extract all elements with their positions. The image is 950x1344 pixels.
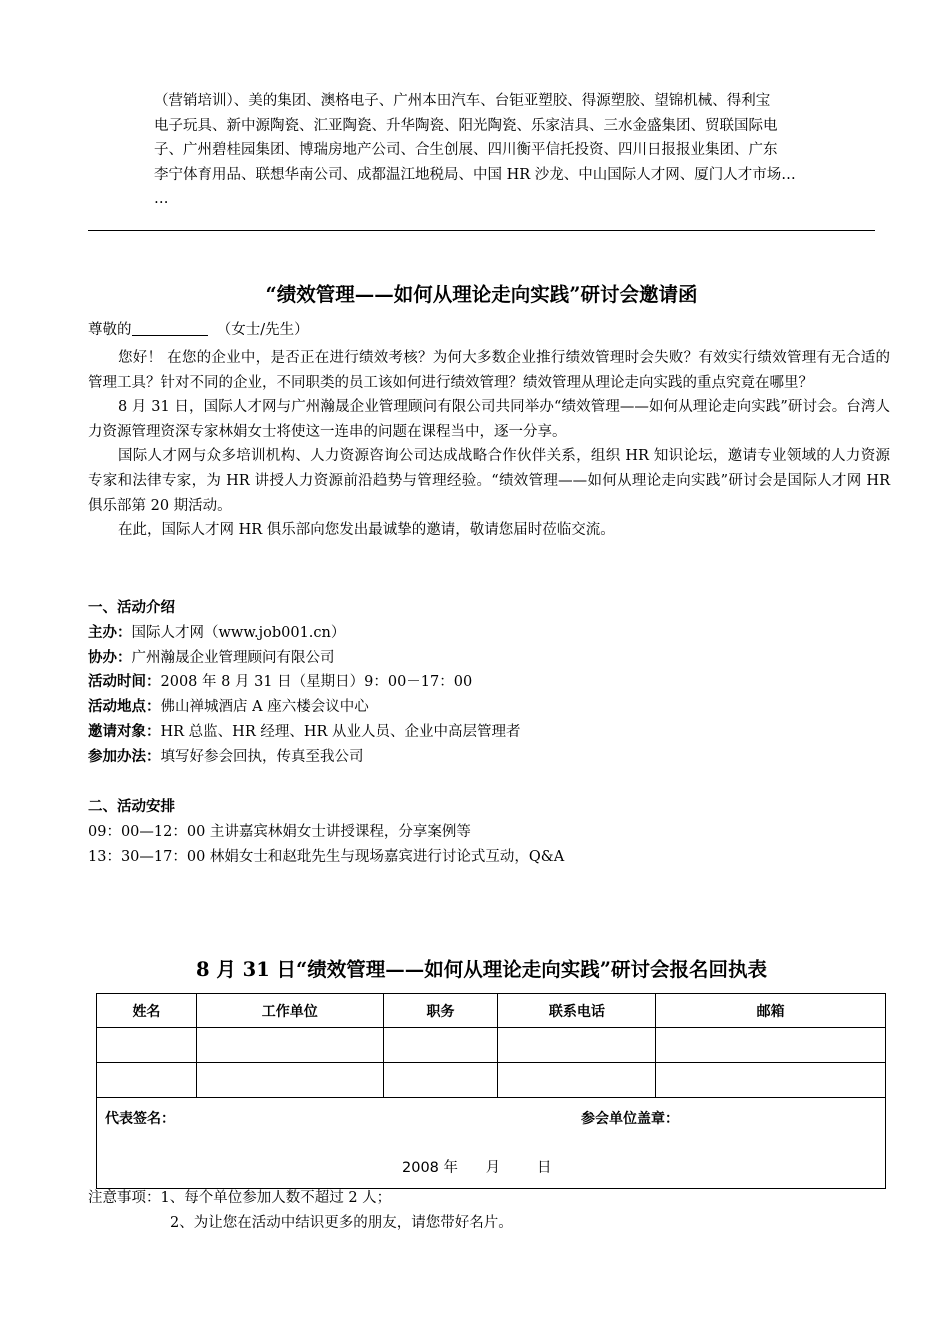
position-cell[interactable] [383,1063,498,1098]
row-value: HR 总监、HR 经理、HR 从业人员、企业中高层管理者 [160,723,521,740]
invitation-title: “绩效管理——如何从理论走向实践”研讨会邀请函 [265,283,698,306]
client-list-line: … [154,191,169,208]
name-cell[interactable] [97,1063,197,1098]
signature-label: 代表签名： [105,1111,175,1127]
table-row [97,1063,886,1098]
row-label: 邀请对象： [88,722,161,740]
date-line: 2008 年 月 日 [402,1160,552,1176]
client-list-line: 电子玩具、新中源陶瓷、汇亚陶瓷、升华陶瓷、阳光陶瓷、乐家洁具、三水金盛集团、贸联国际电 [154,117,778,134]
company-cell[interactable] [196,1028,383,1063]
email-cell[interactable] [656,1063,886,1098]
intro-row-cohost [88,646,888,671]
body-paragraph: 您好！ 在您的企业中，是否正在进行绩效考核？为何大多数企业推行绩效管理时会失败？有效实行绩效管理有无合适的管理工具？针对不同的企业，不同职类的员工该如何进行绩效管理？绩效管理从理论走向实践的重点究竟在哪里？ [88,350,890,391]
body-paragraph: 8 月 31 日，国际人才网与广州瀚晟企业管理顾问有限公司共同举办“绩效管理——如何从理论走向实践”研讨会。台湾人力资源管理资深专家林娟女士将使这一连串的问题在课程当中，逐一分享。 [88,399,890,440]
client-list-line: （营销培训）、美的集团、澳格电子、广州本田汽车、台钜亚塑胶、得源塑胶、望锦机械、得利宝 [154,93,771,109]
schedule-item: 13：30—17：00 林娟女士和赵玭先生与现场嘉宾进行讨论式互动，Q&A [88,848,565,865]
row-label: 主办： [88,623,132,641]
company-cell[interactable] [196,1063,383,1098]
intro-row-host [88,621,888,646]
client-list-line: 子、广州碧桂园集团、博瑞房地产公司、合生创展、四川衡平信托投资、四川日报报业集团、广东 [154,142,778,159]
greeting-suffix: （女士/先生） [216,322,309,338]
table-row [97,1028,886,1063]
client-list [154,89,891,212]
registration-table [96,993,886,1189]
name-cell[interactable] [97,1028,197,1063]
column-header: 邮箱 [656,994,886,1028]
signature-row [97,1098,886,1189]
row-value: 2008 年 8 月 31 日（星期日）9：00－17：00 [160,674,473,691]
phone-cell[interactable] [498,1063,656,1098]
activity-intro-section [88,596,888,770]
greeting [88,318,875,342]
section-divider [88,230,875,231]
row-value: 国际人才网（www.job001.cn） [131,624,346,641]
body-paragraph: 在此，国际人才网 HR 俱乐部向您发出最诚挚的邀请，敬请您届时莅临交流。 [118,522,615,539]
section-heading: 二、活动安排 [88,798,175,815]
column-header: 职务 [383,994,498,1028]
row-label: 活动地点： [88,698,161,716]
body-paragraph: 国际人才网与众多培训机构、人力资源咨询公司达成战略合作伙伴关系，组织 HR 知识论坛，邀请专业领域的人力资源专家和法律专家，为 HR 讲授人力资源前沿趋势与管理经验。“绩效管理——如何从理论走向实践”研讨会是国际人才网 HR 俱乐部第 20 期活动。 [88,448,890,514]
invitation-body [88,346,890,543]
intro-row-audience [88,720,888,745]
client-list-line: 李宁体育用品、联想华南公司、成都温江地税局、中国 HR 沙龙、中山国际人才网、厦门人才市场… [154,166,796,183]
column-header: 联系电话 [498,994,656,1028]
name-blank [132,319,208,336]
signature-cell[interactable] [97,1098,886,1189]
row-label: 参加办法： [88,747,161,765]
seal-label: 参会单位盖章： [581,1111,679,1127]
row-value: 佛山禅城酒店 A 座六楼会议中心 [160,699,369,716]
row-value: 广州瀚晟企业管理顾问有限公司 [131,649,335,666]
schedule-section [88,795,888,869]
phone-cell[interactable] [498,1028,656,1063]
row-label: 活动时间： [88,673,161,691]
section-heading: 一、活动介绍 [88,599,175,616]
schedule-item: 09：00—12：00 主讲嘉宾林娟女士讲授课程，分享案例等 [88,823,471,840]
position-cell[interactable] [383,1028,498,1063]
row-label: 协办： [88,648,132,666]
intro-row-venue [88,695,888,720]
intro-row-time [88,670,888,695]
registration-title: 8 月 31 日“绩效管理——如何从理论走向实践”研讨会报名回执表 [195,958,767,981]
row-value: 填写好参会回执，传真至我公司 [160,748,364,765]
table-header-row [97,994,886,1028]
email-cell[interactable] [656,1028,886,1063]
intro-row-method [88,745,888,770]
column-header: 工作单位 [196,994,383,1028]
note-line: 注意事项：1、每个单位参加人数不超过 2 人； [88,1190,392,1206]
column-header: 姓名 [97,994,197,1028]
note-line: 2、为让您在活动中结识更多的朋友，请您带好名片。 [170,1215,513,1231]
greeting-prefix: 尊敬的 [88,322,132,338]
notes [88,1186,875,1236]
